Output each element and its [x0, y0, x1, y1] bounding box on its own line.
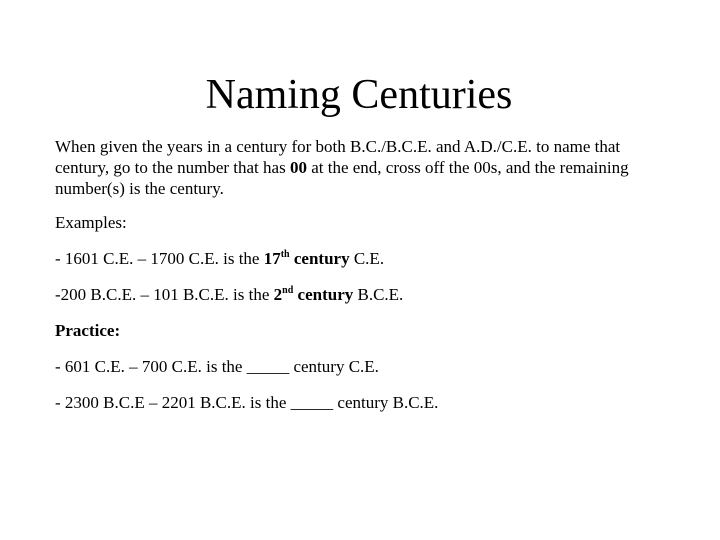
practice-2: - 2300 B.C.E – 2201 B.C.E. is the _____ century B.C.E. [55, 393, 439, 412]
example-2-prefix: -200 B.C.E. – 101 B.C.E. is the [55, 285, 274, 304]
example-2 [55, 284, 675, 305]
example-1 [55, 248, 675, 269]
intro-paragraph [55, 136, 675, 199]
examples-label: Examples: [55, 213, 127, 232]
intro-bold-digits: 00 [289, 158, 307, 177]
example-1-suffix-sup: th [280, 249, 290, 260]
page-title: Naming Centuries [205, 72, 513, 118]
example-2-suffix-sup: nd [282, 285, 294, 296]
example-1-prefix: - 1601 C.E. – 1700 C.E. is the [55, 249, 264, 268]
practice-label: Practice: [55, 321, 121, 340]
slide-body [55, 136, 675, 428]
example-1-number: 17 [263, 249, 281, 268]
intro-text: When given the years in a century for both B.C./B.C.E. and A.D./C.E. to name that century, go to the number that has [55, 137, 621, 177]
example-2-era: B.C.E. [353, 285, 404, 304]
intro-text-end: at the end, cross off the 00s, and the remaining number(s) is the century. [55, 158, 629, 198]
example-2-century-word: century [293, 285, 354, 304]
example-1-era: C.E. [349, 249, 385, 268]
practice-1: - 601 C.E. – 700 C.E. is the _____ century C.E. [55, 357, 379, 376]
example-1-century-word: century [289, 249, 350, 268]
example-2-number: 2 [273, 285, 283, 304]
